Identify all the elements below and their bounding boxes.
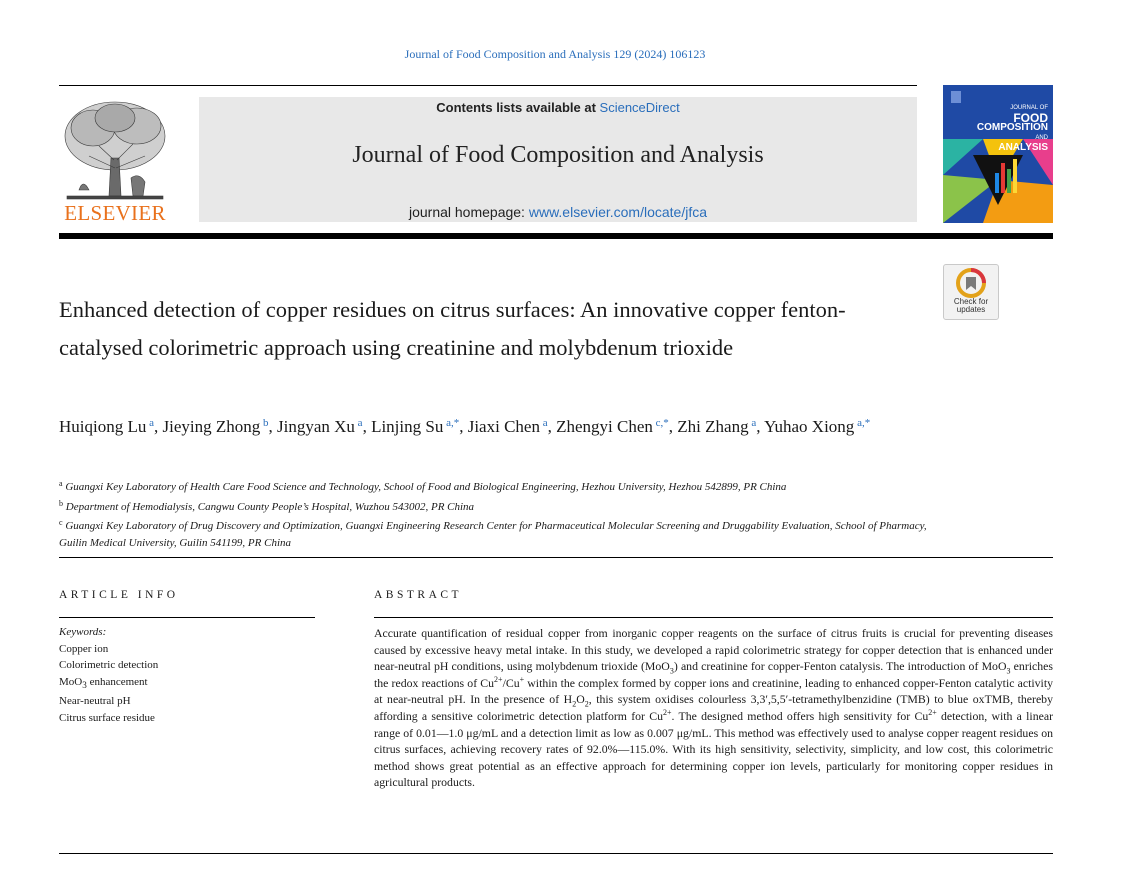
cover-line-2: FOOD: [1013, 111, 1048, 125]
journal-homepage-link[interactable]: www.elsevier.com/locate/jfca: [528, 204, 708, 220]
contents-prefix: Contents lists available at: [436, 100, 600, 115]
author[interactable]: [556, 417, 669, 436]
author-name: Zhi Zhang: [677, 417, 749, 436]
keyword-item: Near-neutral pH: [59, 695, 131, 708]
keyword-item: MoO$_3$ enhancement: [59, 675, 148, 690]
affiliations: [59, 476, 939, 551]
abstract-heading: ABSTRACT: [374, 589, 463, 601]
affiliation-item: [59, 476, 939, 496]
keywords-list: [59, 641, 315, 727]
article-info-rule: [59, 617, 315, 618]
abstract-rule: [374, 617, 1053, 618]
cover-line-3: COMPOSITION: [976, 122, 1048, 133]
author-name: Zhengyi Chen: [556, 417, 653, 436]
affiliation-text: Department of Hemodialysis, Cangwu County People’s Hospital, Wuzhou 543002, PR China: [63, 500, 475, 513]
author-affiliation-marker[interactable]: a: [354, 417, 363, 429]
check-for-updates-button[interactable]: [943, 264, 999, 320]
contents-availability-line: [199, 100, 917, 115]
cover-line-4: AND: [1035, 135, 1048, 141]
affiliation-text: Guangxi Key Laboratory of Drug Discovery and Optimization, Guangxi Engineering Research Center for Pharmaceutical Molecular Screening and Druggability Evaluation, School of Pharmacy, Guilin Medical University, Guilin 541199, PR China: [59, 520, 927, 549]
keyword-item: Copper ion: [59, 642, 109, 655]
journal-citation[interactable]: Journal of Food Composition and Analysis 129 (2024) 106123: [404, 47, 706, 61]
journal-homepage-line: [199, 204, 917, 220]
journal-masthead: [199, 97, 917, 222]
author-name: Jieying Zhong: [162, 417, 261, 436]
author-name: Yuhao Xiong: [764, 417, 855, 436]
author-name: Huiqiong Lu: [59, 417, 147, 436]
author-affiliation-marker[interactable]: a: [539, 417, 548, 429]
author-affiliation-marker[interactable]: a: [748, 417, 757, 429]
keyword-item: Colorimetric detection: [59, 659, 159, 671]
article-info-heading: ARTICLE INFO: [59, 589, 179, 601]
author[interactable]: [371, 417, 459, 436]
affiliation-marker: a: [59, 479, 63, 488]
header-thick-rule: [59, 233, 1053, 239]
author-list: Huiqiong Lu $^a$, Jieying Zhong $^b$, Jingyan Xu $^a$, Linjing Su $^{a,*}$, Jiaxi Chen $^a$, Zhengyi Chen $^{c,*}$, Zhi Zhang $^a$, Yuhao Xiong $^{a,*}$: [59, 417, 871, 436]
check-updates-icon: [956, 268, 986, 298]
cover-line-1: JOURNAL OF: [1010, 105, 1048, 111]
article-title: Enhanced detection of copper residues on citrus surfaces: An innovative copper fenton-catalysed colorimetric approach using creatinine and molybdenum trioxide: [59, 297, 846, 360]
affiliation-item: [59, 496, 939, 516]
sciencedirect-link[interactable]: ScienceDirect: [599, 100, 680, 115]
author-name: Jingyan Xu: [277, 417, 355, 436]
homepage-prefix: journal homepage:: [408, 204, 529, 220]
publisher-name: ELSEVIER: [64, 201, 166, 225]
check-updates-label: Check for updates: [953, 297, 989, 314]
keyword-item: Citrus surface residue: [59, 711, 155, 724]
author[interactable]: [59, 417, 154, 436]
author-affiliation-marker[interactable]: a,*: [443, 417, 460, 429]
affiliation-marker: b: [59, 498, 63, 508]
author-affiliation-marker[interactable]: a: [146, 417, 154, 429]
author[interactable]: [764, 417, 870, 436]
keywords-label: Keywords:: [59, 626, 107, 638]
author[interactable]: [677, 417, 756, 436]
journal-cover-image[interactable]: [943, 85, 1053, 223]
author-affiliation-marker[interactable]: b: [260, 417, 269, 429]
bottom-rule: [59, 853, 1053, 854]
abstract-text: Accurate quantification of residual copper from inorganic copper reagents on the surface of citrus fruits is crucial for preventing diseases caused by excessive heavy metal intake. In this study, we developed a rapid colorimetric strategy for copper detection that is enhanced under near-neutral pH conditions, using molybdenum trioxide (MoO$_3$) and creatinine for copper-Fenton catalysis. The introduction of MoO$_3$ enriches the redox reactions of $Cu^{2+}/Cu^+$ within the complex formed by copper ions and creatinine, leading to enhanced copper-Fenton catalytic activity at near-neutral pH. In the presence of $H_2O_2$, this system oxidises colourless 3,3′,5,5′-tetramethylbenzidine (TMB) to blue oxTMB, thereby affording a sensitive colorimetric detection platform for $Cu^{2+}$. The designed method offers high sensitivity for $Cu^{2+}$ detection, with a linear range of 0.01—1.0 μg/mL and a detection limit as low as 0.007 μg/mL. This method was effectively used to analyse copper reagent residues on citrus surfaces, achieving recovery rates of 92.0%—115.0%. With its high sensitivity, selectivity, simplicity, and low cost, this colorimetric method shows great potential as an effective approach for determining copper ion levels, particularly for monitoring copper residues in agricultural products.: [374, 626, 1054, 790]
author-name: Jiaxi Chen: [467, 417, 540, 436]
top-rule: [59, 85, 917, 86]
keywords-block: [59, 624, 315, 726]
author-affiliation-marker[interactable]: c,*: [652, 417, 669, 429]
cover-line-5: ANALYSIS: [998, 142, 1048, 153]
affiliation-text: Guangxi Key Laboratory of Health Care Food Science and Technology, School of Food and Biological Engineering, Hezhou University, Hezhou 542899, PR China: [62, 481, 787, 493]
author-affiliation-marker[interactable]: a,*: [854, 417, 871, 429]
author[interactable]: [163, 417, 269, 436]
author-name: Linjing Su: [371, 417, 444, 436]
cover-title: [977, 103, 1048, 153]
journal-title: Journal of Food Composition and Analysis: [352, 142, 764, 168]
section-rule: [59, 557, 1053, 558]
affiliation-marker: c: [59, 518, 63, 527]
author[interactable]: [468, 417, 548, 436]
affiliation-item: [59, 515, 939, 551]
author[interactable]: [277, 417, 363, 436]
